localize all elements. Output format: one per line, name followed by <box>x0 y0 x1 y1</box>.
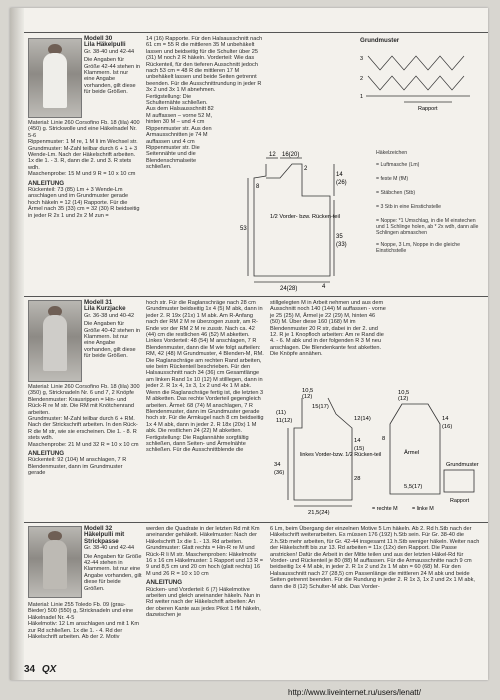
dim-e: 12(14) <box>354 416 371 422</box>
fertig-text: Fertigstellung: Die Raglannähte sorgfältig schließen, dann Seiten- und Ärmelnähte schließen. Für die Ausschnittblende die <box>146 434 249 454</box>
sleeve-dim-e: 8 <box>382 436 386 442</box>
grundmuster-label: Grundmuster <box>446 462 479 468</box>
model-intro: Die Angaben für Größe 42-44 stehen in Klammern. Ist nur eine Angabe vorhanden, gilt diese für beide Größen. <box>84 553 142 592</box>
svg-text:2: 2 <box>360 76 364 82</box>
rapport-label: Rapport <box>418 106 438 112</box>
legend-item-fm: = feste M (fM) <box>376 176 409 182</box>
model-intro: Die Angaben für Größe 42-44 stehen in Klammern. Ist nur eine Angabe vorhanden, gilt diese für beide Größen. <box>84 57 140 96</box>
modell-32-col3 <box>270 526 480 590</box>
svg-text:3: 3 <box>360 56 364 62</box>
dim-g: 14 <box>354 438 361 444</box>
brand-logo: QX <box>41 664 57 675</box>
grundmuster-title: Grundmuster <box>360 37 400 44</box>
modell-32-body <box>28 602 140 640</box>
model-size: Gr. 36-38 und 40-42 <box>84 312 135 319</box>
page-footer <box>24 664 56 675</box>
section-divider <box>24 522 488 523</box>
dim-h6: 35 <box>336 234 343 240</box>
motiv-text: Häkelmotiv: 12 Lm anschlagen und mit 1 Km zur Rd schließen. 1x die 1. - 4. Rd der Häkelschrift arbeiten. Ab der 2. Motiv <box>28 621 139 641</box>
fertig-text: Fertigstellung: Die Schulternähte schließen. Aus dem Halsausschnitt 82 M auffassen – vorne 52 M, hinten 30 M – und 4 cm Rippenmuster str. Aus den Armausschnitten je 74 M auffassen und 4 cm Rippenmuster str. Die Seitennähte und die Blendenschmalseite schließen. <box>146 93 214 171</box>
dim-w2: 16(20) <box>282 152 300 158</box>
legend-item-noppe-lm: = Noppe, 3 Lm, Noppe in die gleiche Einstichstelle <box>376 242 461 254</box>
anleitung-heading: ANLEITUNG <box>146 579 183 587</box>
modell-31-body <box>28 384 140 477</box>
dim-bottom: 21,5(24) <box>308 510 330 516</box>
blenden-text: Blendenmuster: Krausrippen = Hin- und Rück-R re M str. Die RM mit Knötchenrand arbeiten. <box>28 396 134 416</box>
dim-f: 11(12) <box>276 418 293 424</box>
model-name: Häkelpulli mit Strickpasse <box>84 531 125 545</box>
sleeve-dim-a: 10,5 <box>398 390 410 396</box>
photo-modell-30 <box>28 38 82 118</box>
dim-c: 15(17) <box>312 404 329 410</box>
dim-bottom: 24(28) <box>280 286 298 292</box>
col2-text: werden die Quadrate in der letzten Rd mit Km aneinander gehäkelt. Häkelmuster: Nach der Häkelschrift 1x die 1. - 13. Rd arbeiten. Grundmuster: Glatt rechts = Hin-R re M und Rück-R li M str. Maschenproben: Häkelmotiv 16 x 16 cm Häkelmuster: 1 Rapport und 13 R = 9 und 8,5 cm und 20 cm hoch (glatt rechts) 16 M und 26 R = 10 x 10 cm <box>146 526 264 577</box>
modell-31-header <box>84 300 140 360</box>
ruecken-text: Rückenteil: 73 (85) Lm + 3 Wende-Lm anschlagen und im Grundmuster gerade hoch häkeln = 12 (14) Rapporte. Für die Ärmel nach 35 (33) cm = 32 (30) R beidseitig in jeder R 2x 1 und 2x 2 M zun = <box>28 187 140 219</box>
dim-h7: (33) <box>336 242 347 248</box>
modell-30-body <box>28 120 140 219</box>
source-url[interactable]: http://www.liveinternet.ru/users/lenatt/ <box>288 688 421 697</box>
legend-item-lm: = Luftmasche (Lm) <box>376 162 420 168</box>
rapport-label: Rapport <box>450 498 470 504</box>
dim-h3: (26) <box>336 180 347 186</box>
page-number: 34 <box>24 664 36 675</box>
sleeve-dim-b: (12) <box>398 396 409 402</box>
material-text: Material: Linie 260 Corsofino Fb. 18 (lila) 300 (350) g, Stricknadeln Nr. 6 und 7, 2 Knöpfe <box>28 384 140 397</box>
maschenprobe-text: Maschenprobe: 15 M und 9 R = 10 x 10 cm <box>28 171 136 178</box>
dim-h4: 8 <box>256 184 260 190</box>
dim-k: 28 <box>354 476 361 482</box>
haekelzeichen-legend <box>376 150 482 254</box>
legend-item-stb: = Stäbchen (Stb) <box>376 190 416 196</box>
section-divider <box>24 296 488 297</box>
dim-d: (11) <box>276 410 286 416</box>
dim-h: (15) <box>354 446 365 452</box>
magazine-page <box>10 8 488 680</box>
modell-32-col2 <box>146 526 264 619</box>
schema-jacke <box>272 384 482 520</box>
material-text: Material: Linie 260 Corsofino Fb. 18 (lila) 400 (450) g. Strickwolle und eine Häkelnadel Nr. 5-6 <box>28 120 140 139</box>
sleeve-dim-d: (16) <box>442 424 453 430</box>
legend-rechte: = rechte M <box>372 506 398 512</box>
maschenprobe-text: Maschenprobe: 21 M und 32 R = 10 x 10 cm <box>28 441 139 448</box>
rippen-text: Rippenmuster: 1 M re, 1 M li im Wechsel str. <box>28 139 138 146</box>
col3-text: 6 Lm, beim Übergang der einzelnen Motive 5 Lm häkeln. Ab 2. Rd h.Stb nach der Häkelschrift weiterarbeiten. Es müssen 176 (192) h.Stb sein. Für Gr. 38-40 die 2.h.Stb mehr arbeiten, für Gr. 42-44 insgesamt 11 h.Stb weniger häkeln. Weiter nach der Häkelschrift bis zur 13. Rd arbeiten = 11x (12x) den Rapport. Die Passe anstricken! Dafür die Arbeit in der Mitte teilen und aus der letzten Häkel-Rd für Vorder- und Rückenteil je 80 (88) M auffassen. Für die Armausschnitte nach 9 cm beidseitig 1x 4 M abk, in jeder 2. R 1x 2 und 2x 1 M abn = 60 (68) M. Für den Halsausschnitt nach 27 (28,5) cm Passenlänge die mittleren 24 M abk und beide Seiten getrennt beenden. Für die Rundung in jeder 2. R 1x 3, 1x 2 und 2x 1 M abk, dann die 8 (12) Schulter-M abk. Das Vorder- <box>270 526 480 590</box>
crochet-chart <box>360 46 480 116</box>
dim-h5: 53 <box>240 226 247 232</box>
model-intro: Die Angaben für Größe 40-42 stehen in Klammern. Ist nur eine Angabe vorhanden, gilt diese für beide Größen. <box>84 321 140 360</box>
modell-30-header <box>84 36 140 96</box>
model-name: Lila Kurzjacke <box>84 305 126 313</box>
col2-text: hoch str. Für die Raglanschräge nach 28 cm Grundmuster beidseitig 1x 4 (5) M abk, dann in jeder 2. R 19x (21x) 1 M abk. Am R-Anfang nach der RM 2 M re überzogen zusstr, am R-Ende vor der RM 2 M re zusstr. Nach ca. 42 (44) cm die restlichen 46 (52) M abketten. Linkes Vorderteil: 48 (54) M anschlagen, 7 R Blendenmuster, dann die M wie folgt aufteilen: RM, 42 (48) M Grundmuster, 4 Blenden-M, RM. Die Raglanschräge am rechten Rand arbeiten, wie beim Rückenteil beschrieben. Für den Halsausschnitt nach 34 (36) cm Gesamtlänge am linken Rand 1x 10 (12) M stilllegen, dann in jeder 2. R 1x 4, 1x 3, 1x 2 und 4x 1 M abk. Wenn die Raglanschräge fertig ist, die letzten 3 M abketten. Das rechte Vorderteil gegengleich arbeiten. Ärmel: 68 (74) M anschlagen, 7 R Blendenmuster, dann im Grundmuster gerade hoch str. Für die Armkugel nach 8 cm beidseitig 1x 4 M abk, dann in jeder 2. R 18x (20x) 1 M abk. Die restlichen 24 (22) M abketten. <box>146 300 264 435</box>
col2-text: 14 (16) Rapporte. Für den Halsausschnitt nach 61 cm = 55 R die mittleren 35 M unbehäkelt lassen und beidseitig für die Schulter über 25 (31) M noch 2 R häkeln. Vorderteil: Wie das Rückenteil, für den tieferen Ausschnitt jedoch nach 53 cm = 48 R die mittleren 17 M unbehäkelt lassen und beide Seiten getrennt beenden. Für die Ausschnittrundung in jeder R 3x 2 und 3x 1 M abnehmen. <box>146 36 263 94</box>
dim-b2: 4 <box>322 284 326 290</box>
anleitung-heading: ANLEITUNG <box>28 450 65 458</box>
model-size: Gr. 38-40 und 42-44 <box>84 48 135 55</box>
material-text: Material: Linie 255 Toledo Fb. 09 (grau-Bieder) 500 (550) g, Stricknadeln und eine Häkelnadel Nr. 4-5 <box>28 602 134 621</box>
sleeve-dim-c: 14 <box>442 416 449 422</box>
modell-31-col3 <box>270 300 386 358</box>
model-title: Modell 32 <box>84 525 113 532</box>
anleitung-heading: ANLEITUNG <box>28 179 65 187</box>
dim-i: 34 <box>274 462 281 468</box>
dim-a: 10,5 <box>302 388 314 394</box>
page-gutter <box>10 8 24 680</box>
legend-item-noppe: = Noppe: *1 Umschlag, in die M einstechen und 1 Schlinge holen, ab * 2x wdh, dann alle Schlingen abmaschen <box>376 218 479 236</box>
sleeve-bottom: 5,5(17) <box>404 484 423 490</box>
ruecken-text: Rücken- und Vorderteil: 6 (7) Häkelmotive arbeiten und gleich aneinander häkeln. Nun in Rd weiter nach der Häkelschrift arbeiten: An der oberen Kante aus jedes Pikot 1 fM häkeln, dazwischen je <box>146 586 261 619</box>
modell-32-header <box>84 526 142 592</box>
legend-linke: = linke M <box>412 506 434 512</box>
legend-title: Häkelzeichen <box>376 150 408 156</box>
model-title: Modell 31 <box>84 299 113 306</box>
dim-h1: 2 <box>304 166 308 172</box>
schema-label: 1/2 Vorder- bzw. Rücken-teil <box>270 214 340 220</box>
model-title: Modell 30 <box>84 35 113 42</box>
ruecken-text: Rückenteil: 92 (104) M anschlagen, 7 R Blendenmuster, dann im Grundmuster gerade <box>28 457 127 477</box>
model-size: Gr. 38-40 und 42-44 <box>84 545 135 552</box>
legend-item-3stb: = 3 Stb in eine Einstichstelle <box>376 204 442 210</box>
photo-modell-32 <box>28 526 82 598</box>
grundmuster-text: Grundmuster: M-Zahl teilbar durch 6 + 1 + 3 Wende-Lm. Nach der Häkelschrift arbeiten. 1x die 1. - 3. R, dann die 2. und 3. R stets wdh. <box>28 145 138 171</box>
dim-j: (36) <box>274 470 285 476</box>
col3-text: stillgelegten M in Arbeit nehmen und aus dem Ausschnitt noch 140 (144) M auffassen - vorne je 25 (25) M, Ärmel je 22 (29) M, hinten 46 (50) M. Über diese 160 (168) M im Blendenmuster 20 R str, dabei in der 2. und 12. R je 1 Knopfloch arbeiten: Am re Rand die 4. - 6. M abk und in der folgenden R 3 M neu anschlagen. Die Blendenkante fest abketten. Die Knöpfe annähen. <box>270 300 386 358</box>
photo-modell-31 <box>28 300 82 382</box>
dim-w1: 12 <box>269 152 276 158</box>
model-name: Lila Häkelpulli <box>84 41 126 49</box>
dim-b: (12) <box>302 394 313 400</box>
svg-text:1: 1 <box>360 94 364 100</box>
dim-h2: 14 <box>336 172 343 178</box>
section-divider <box>24 32 488 33</box>
sleeve-label: Ärmel <box>404 450 420 456</box>
modell-31-col2 <box>146 300 264 454</box>
grundmuster-text: Grundmuster: M-Zahl teilbar durch 6 + RM. Nach der Strickschrift arbeiten. In den Rück-R die M str, wie sie erscheinen. Die 1. - 8. R stets wdh. <box>28 416 138 442</box>
schema-label: linkes Vorder-bzw. 1/2 Rücken-teil <box>300 452 382 458</box>
schema-pullover <box>214 148 354 298</box>
